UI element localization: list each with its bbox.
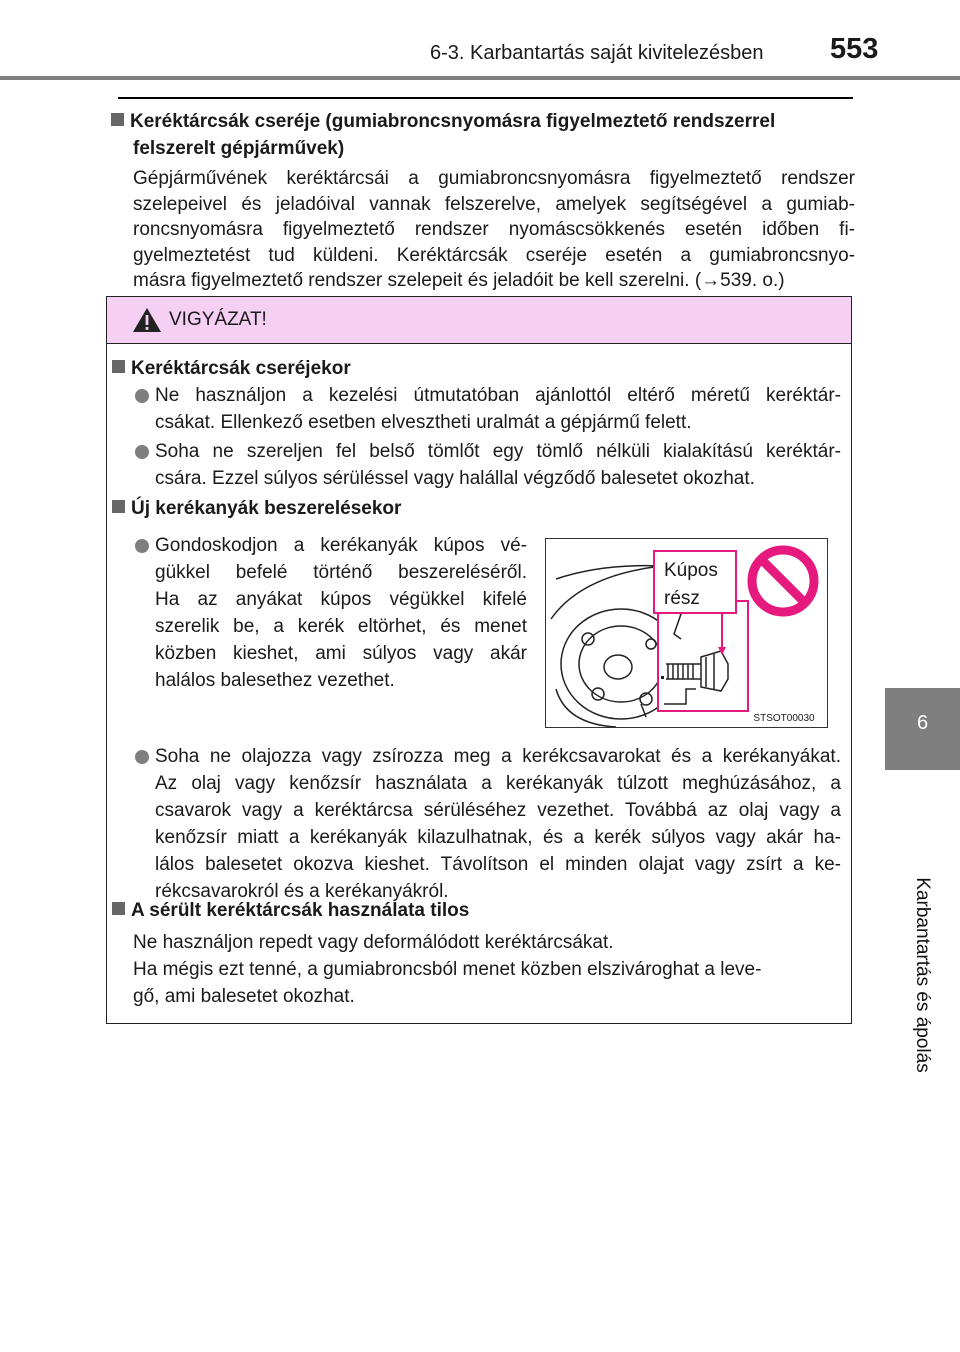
square-bullet-icon <box>112 902 125 915</box>
warning-paragraph <box>133 929 841 1010</box>
bullet-line: csákat. Ellenkező esetben elvesztheti uralmát a gépjármű felett. <box>155 412 692 433</box>
bullet-line: Gondoskodjon a kerékanyák kúpos vé- <box>155 535 527 556</box>
bullet-line: rékcsavarokról és a kerékanyákról. <box>155 881 449 902</box>
lug-nut-figure <box>545 538 828 728</box>
prohibition-icon <box>746 544 820 618</box>
subheading-text: Keréktárcsák cseréjekor <box>131 358 351 379</box>
bullet-line: szerelik be, a kerék eltörhet, és menet <box>155 616 527 637</box>
bullet-line: lálos balesetet okozva kieshet. Távolítson el minden olajat vagy zsírt a ke- <box>155 854 841 875</box>
callout-label-line: Kúpos <box>664 560 718 581</box>
warning-subheading <box>112 358 351 380</box>
paragraph-line: Ne használjon repedt vagy deformálódott keréktárcsákat. <box>133 932 614 953</box>
subheading-text: Új kerékanyák beszerelésekor <box>131 498 402 519</box>
warning-bullet <box>155 532 527 694</box>
warning-bullet <box>155 743 841 905</box>
section-heading <box>111 108 855 135</box>
bullet-line: Soha ne olajozza vagy zsírozza meg a kerékcsavarokat és a kerékanyákat. <box>155 746 841 767</box>
callout-label-line: rész <box>664 588 700 609</box>
body-line: szelepeivel és jeladóival vannak felszerelve, amelyek segítségével a gumiab- <box>133 193 855 215</box>
paragraph-line: gő, ami balesetet okozhat. <box>133 986 355 1007</box>
warning-subheading <box>112 900 469 922</box>
bullet-line: gükkel befelé történő beszereléséről. <box>155 562 527 583</box>
warning-bullet <box>155 382 841 436</box>
paragraph-line: Ha mégis ezt tenné, a gumiabroncsból menet közben elszivároghat a leve- <box>133 959 762 980</box>
section-heading-line1: Keréktárcsák cseréje (gumiabroncsnyomásra figyelmeztető rendszerrel <box>130 111 776 132</box>
body-line: gyelmeztetést tud küldeni. Keréktárcsák cseréje esetén a gumiabroncsnyo- <box>133 244 855 266</box>
subheading-text: A sérült keréktárcsák használata tilos <box>131 900 470 921</box>
bullet-line: halálos balesethez vezethet. <box>155 670 395 691</box>
section-body <box>111 166 855 294</box>
square-bullet-icon <box>112 500 125 513</box>
body-line: roncsnyomásra figyelmeztető rendszer nyomáscsökkenés esetén időben fi- <box>133 219 855 240</box>
square-bullet-icon <box>112 360 125 373</box>
bullet-line: csára. Ezzel súlyos sérüléssel vagy halállal végződő balesetet okozhat. <box>155 468 755 489</box>
warning-triangle-icon <box>132 307 162 333</box>
chapter-label: Karbantartás és ápolás <box>912 877 933 1073</box>
page-number: 553 <box>830 33 879 65</box>
square-bullet-icon <box>111 113 124 126</box>
warning-title: VIGYÁZAT! <box>169 309 267 330</box>
bullet-dot-icon <box>135 539 149 553</box>
warning-subheading <box>112 498 401 520</box>
bullet-line: Ne használjon a kezelési útmutatóban ajánlottól eltérő méretű keréktár- <box>155 385 841 406</box>
chapter-tab: 6 <box>885 688 960 770</box>
figure-code: STSOT00030 <box>744 713 824 725</box>
body-line: Gépjárművének keréktárcsái a gumiabroncsnyomásra figyelmeztető rendszer <box>133 168 855 189</box>
header-rule <box>0 76 960 80</box>
callout-label <box>664 557 718 613</box>
bullet-line: közben kieshet, ami súlyos vagy akár <box>155 643 527 664</box>
section-intro <box>111 108 855 294</box>
bullet-dot-icon <box>135 389 149 403</box>
bullet-dot-icon <box>135 445 149 459</box>
warning-header <box>107 297 851 344</box>
warning-bullet <box>155 438 841 492</box>
bullet-dot-icon <box>135 750 149 764</box>
bullet-line: kenőzsír miatt a kerékanyák kilazulhatnak, és a kerék súlyos vagy akár ha- <box>155 827 841 848</box>
section-heading-line2: felszerelt gépjárművek) <box>133 138 345 159</box>
bullet-line: Az olaj vagy kenőzsír használata a kerékanyák túlzott meghúzásához, a <box>155 773 841 794</box>
body-line: másra figyelmeztető rendszer szelepeit és jeladóit be kell szerelni. (→539. o.) <box>133 270 785 291</box>
section-rule <box>118 97 853 99</box>
bullet-line: Ha az anyákat kúpos végükkel kifelé <box>155 589 527 610</box>
header-title: 6-3. Karbantartás saját kivitelezésben <box>430 42 764 64</box>
bullet-line: Soha ne szereljen fel belső tömlőt egy tömlő nélküli kialakítású keréktár- <box>155 441 841 462</box>
bullet-line: csavarok vagy a keréktárcsa sérüléséhez vezethet. Továbbá az olaj vagy a <box>155 800 841 821</box>
